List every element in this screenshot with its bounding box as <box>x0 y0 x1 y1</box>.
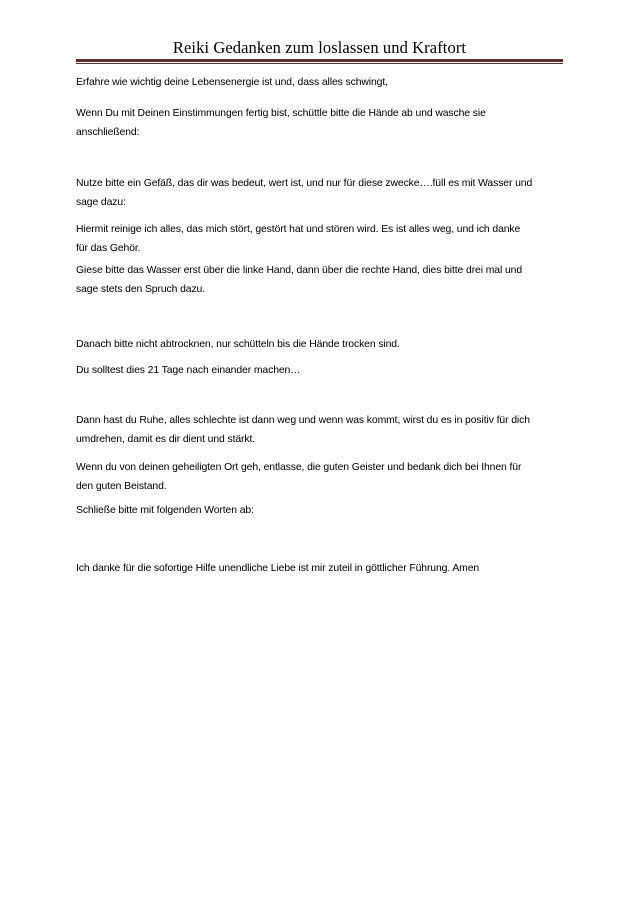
paragraph-line: umdrehen, damit es dir dient und stärkt. <box>76 433 256 445</box>
paragraph-line: Hiermit reinige ich alles, das mich stört, gestört hat und stören wird. Es ist alles weg, und ich danke <box>76 224 521 235</box>
paragraph-line: Danach bitte nicht abtrocknen, nur schütteln bis die Hände trocken sind. <box>76 339 400 350</box>
paragraph-line: Dann hast du Ruhe, alles schlechte ist dann weg und wenn was kommt, wirst du es in positiv für dich <box>76 415 530 426</box>
paragraph-line: sage dazu: <box>76 196 126 208</box>
paragraph-reinigung <box>76 221 566 258</box>
paragraph-line: den guten Beistand. <box>76 480 167 492</box>
paragraph-amen <box>76 560 566 579</box>
paragraph-wasser <box>76 262 566 299</box>
page-title: Reiki Gedanken zum loslassen und Kraftort <box>172 38 467 57</box>
header-rule <box>76 59 563 62</box>
paragraph-ort <box>76 459 566 496</box>
paragraph-line: Nutze bitte ein Gefäß, das dir was bedeut, wert ist, und nur für diese zwecke….füll es mit Wasser und <box>76 178 533 189</box>
paragraph-line: Giese bitte das Wasser erst über die linke Hand, dann über die rechte Hand, dies bitte drei mal und <box>76 265 522 276</box>
paragraph-gefaess <box>76 175 566 212</box>
paragraph-ruhe <box>76 412 566 449</box>
paragraph-line: Du solltest dies 21 Tage nach einander machen… <box>76 365 301 376</box>
paragraph-line: Ich danke für die sofortige Hilfe unendliche Liebe ist mir zuteil in göttlicher Führung. Amen <box>76 563 480 574</box>
paragraph-line: sage stets den Spruch dazu. <box>76 283 205 295</box>
header-rule-thin <box>76 63 563 64</box>
paragraph-line: Wenn Du mit Deinen Einstimmungen fertig bist, schüttle bitte die Hände ab und wasche sie <box>76 108 486 119</box>
paragraph-21-tage <box>76 362 566 381</box>
paragraph-line: Schließe bitte mit folgenden Worten ab: <box>76 505 254 516</box>
paragraph-line: Erfahre wie wichtig deine Lebensenergie ist und, dass alles schwingt, <box>76 77 388 88</box>
paragraph-line: Wenn du von deinen geheiligten Ort geh, entlasse, die guten Geister und bedank dich bei Ihnen für <box>76 462 522 473</box>
paragraph-einstimmungen <box>76 105 566 142</box>
paragraph-line: anschließend: <box>76 126 140 138</box>
paragraph-line: für das Gehör. <box>76 242 141 254</box>
paragraph-schliessen <box>76 502 566 521</box>
paragraph-lebensenergie <box>76 74 566 93</box>
paragraph-abtrocknen <box>76 336 566 355</box>
